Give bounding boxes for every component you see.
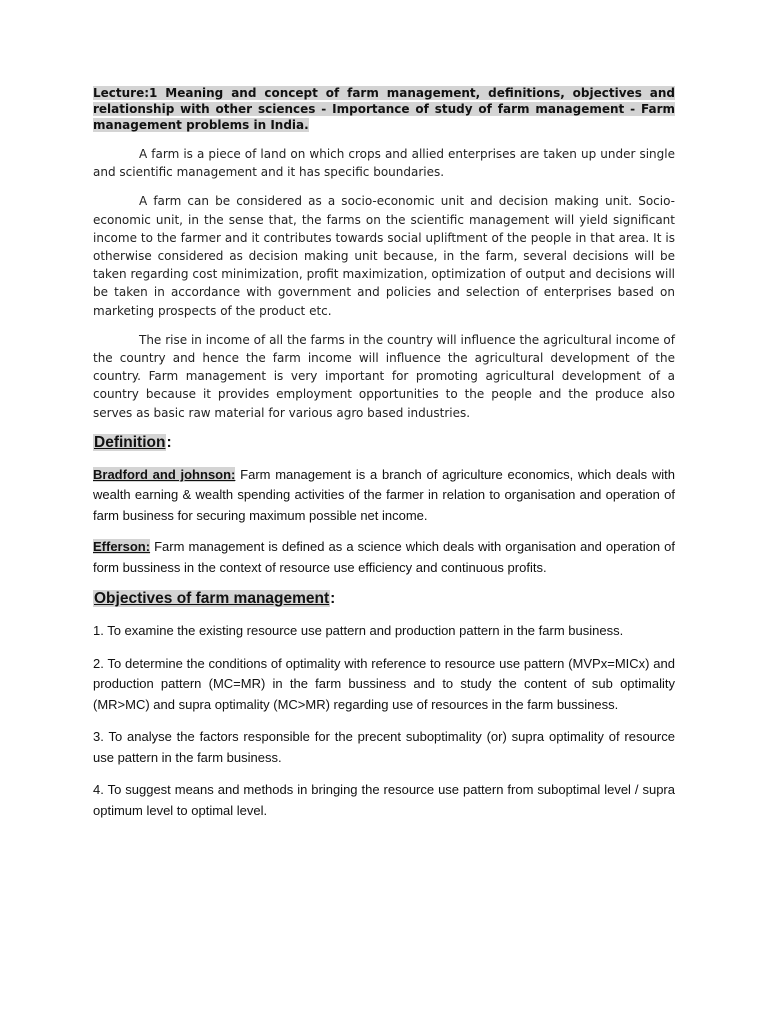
objective-item: 4. To suggest means and methods in bringing the resource use pattern from suboptimal level / supra optimum level to optimal level. — [93, 782, 675, 818]
socio-economic-unit-paragraph: A farm can be considered as a socio-economic unit and decision making unit. Socio-economic unit, in the sense that, the farms on the scientific management will yield significant income to the farmer and it contributes towards social upliftment of the people in that area. It is otherwise considered as decision making unit because, in the farm, several decisions will be taken regarding cost minimization, profit maximization, optimization of output and decisions will be taken in accordance with government and policies and selection of enterprises based on marketing prospects of the product etc. — [93, 194, 675, 318]
objective-item: 1. To examine the existing resource use pattern and production pattern in the farm business. — [93, 623, 624, 639]
objectives-heading-text: Objectives of farm management — [94, 590, 330, 608]
document-body — [93, 85, 675, 833]
farm-definition-paragraph: A farm is a piece of land on which crops and allied enterprises are taken up under single and scientific management and it has specific boundaries. — [93, 147, 675, 180]
definition-text: Farm management is defined as a science which deals with organisation and operation of form bussiness in the context of resource use efficiency and continuous profits. — [93, 539, 675, 575]
objectives-heading-colon: : — [330, 590, 336, 608]
definition-term: Bradford and johnson: — [93, 466, 236, 482]
farm-income-paragraph: The rise in income of all the farms in the country will influence the agricultural income of the country and hence the farm income will influence the agricultural development of the country. Farm management is very important for promoting agricultural development of a country because it provides employment opportunities to the people and the produce also serves as basic raw material for various agro based industries. — [93, 332, 675, 420]
objective-item: 3. To analyse the factors responsible for the precent suboptimality (or) supra optimality of resource use pattern in the farm business. — [93, 729, 675, 765]
lecture-heading — [93, 85, 675, 133]
definition-heading-colon: : — [166, 433, 172, 451]
definition-term: Efferson: — [93, 539, 151, 555]
definition-text: Farm management is a branch of agriculture economics, which deals with wealth earning & wealth spending activities of the farmer in relation to organisation and operation of farm business for securing maximum possible net income. — [93, 466, 675, 523]
definition-heading-text: Definition — [94, 433, 166, 451]
lecture-heading-text: Lecture:1 Meaning and concept of farm management, definitions, objectives and relationship with other sciences - Importance of study of farm management - Farm management problems in India. — [93, 86, 675, 132]
definition-heading — [93, 433, 675, 453]
definition-item — [93, 465, 675, 527]
objectives-heading — [93, 589, 675, 609]
definition-item — [93, 537, 675, 578]
objective-item: 2. To determine the conditions of optimality with reference to resource use pattern (MVPx=MICx) and production pattern (MC=MR) in the farm bussiness and to study the content of sub optimality (MR>MC) and supra optimality (MC>MR) regarding use of resources in the farm bussiness. — [93, 655, 675, 712]
